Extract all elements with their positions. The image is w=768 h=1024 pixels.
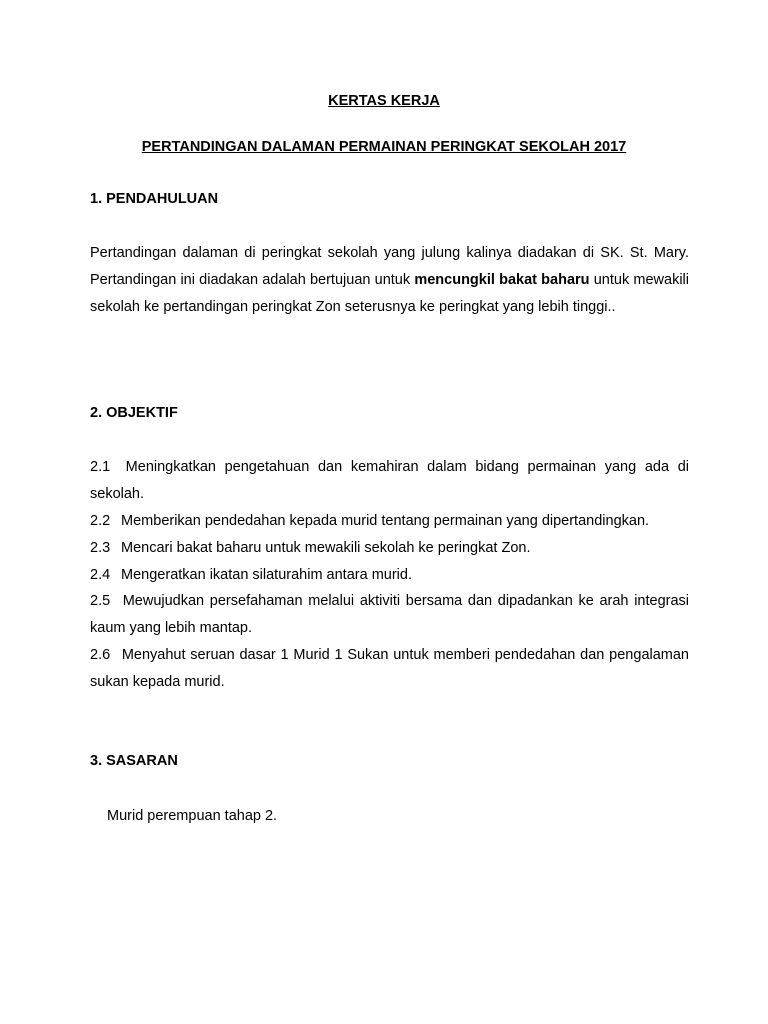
objective-item xyxy=(90,508,689,535)
objective-item xyxy=(90,588,689,642)
objective-text: Menyahut seruan dasar 1 Murid 1 Sukan untuk memberi pendedahan dan pengalaman sukan kepada murid. xyxy=(90,647,689,690)
objective-item xyxy=(90,562,689,589)
objective-item xyxy=(90,454,689,508)
objective-text: Mengeratkan ikatan silaturahim antara murid. xyxy=(121,567,412,583)
intro-bold-phrase: mencungkil bakat baharu xyxy=(414,272,590,288)
objective-text: Meningkatkan pengetahuan dan kemahiran dalam bidang permainan yang ada di sekolah. xyxy=(90,459,689,502)
objective-number: 2.5 xyxy=(90,593,111,609)
intro-text-start: Pertandingan dalaman di peringkat sekolah yang julung kalinya diadakan di SK. St. Mary. Pertandingan ini diadakan adalah bertujuan untuk xyxy=(90,245,689,288)
intro-text-end: untuk mewakili sekolah ke pertandingan peringkat Zon seterusnya ke peringkat yang lebih tinggi.. xyxy=(90,272,689,315)
document-title: KERTAS KERJA xyxy=(328,93,440,109)
intro-paragraph xyxy=(90,240,689,321)
objective-number: 2.3 xyxy=(90,540,111,556)
objective-number: 2.1 xyxy=(90,459,111,475)
section-heading-objektif: 2. OBJEKTIF xyxy=(90,405,178,421)
document-subtitle: PERTANDINGAN DALAMAN PERMAINAN PERINGKAT SEKOLAH 2017 xyxy=(141,139,627,155)
objective-number: 2.4 xyxy=(90,567,111,583)
target-text: Murid perempuan tahap 2. xyxy=(107,808,278,824)
objective-item xyxy=(90,535,689,562)
objective-number: 2.6 xyxy=(90,647,111,663)
section-heading-sasaran: 3. SASARAN xyxy=(90,753,178,769)
objective-item xyxy=(90,642,689,696)
objective-text: Memberikan pendedahan kepada murid tentang permainan yang dipertandingkan. xyxy=(121,513,650,529)
objective-text: Mencari bakat baharu untuk mewakili sekolah ke peringkat Zon. xyxy=(121,540,531,556)
objective-number: 2.2 xyxy=(90,513,111,529)
section-heading-pendahuluan: 1. PENDAHULUAN xyxy=(90,191,219,207)
objective-text: Mewujudkan persefahaman melalui aktiviti bersama dan dipadankan ke arah integrasi kaum yang lebih mantap. xyxy=(90,593,689,636)
